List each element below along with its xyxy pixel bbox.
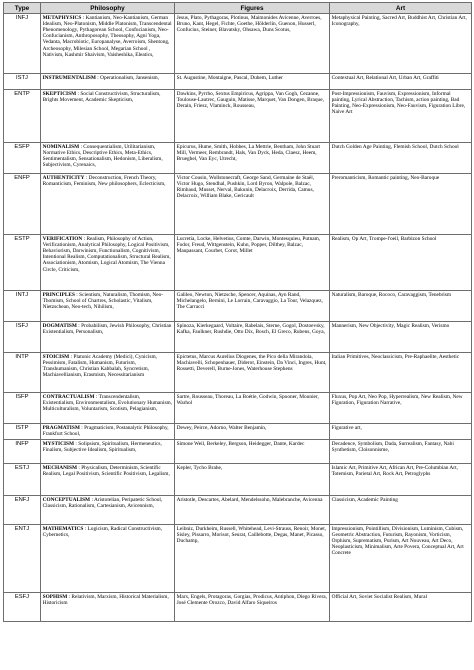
philosophy-cell: MATHEMATICS : Logicism, Radical Constructivism, Cybernetics, (41, 525, 175, 593)
philosophy-schools: Solipsism, Spiritualism, Hermeneutics, Finalism, Subjective Idealism, Spiritualism, (42, 440, 162, 453)
philosophy-cell: PRAGMATISM : Pragmaticism, Postanalytic Philosophy, Frankfurt School, (41, 424, 175, 440)
table-body (4, 14, 472, 622)
table-row (4, 235, 472, 291)
philosophy-schools: Transcendentalism, Existentialism, Environmentalism, Evolutionary Humanism, Multiculturalism, Voluntarism, Scotism, Pelagianism, (42, 393, 173, 412)
header-type: Type (4, 3, 41, 14)
art-cell: Dutch Golden Age Painting, Flemish School, Dutch School (330, 143, 472, 174)
table-row (4, 90, 472, 143)
philosophy-schools: Kantianism, Neo-Kantianism, German Idealism, Neo-Platonism, Middle Platonism, Transcendental Phenomenology, Pythagorean School, Confucianism, Neo-Confucianism, Anthroposophy, Theosophy, Agni Yoga, Vedanta, Macrobiotic, Europanalyse, Averroism, Shentong, Archeosophy, Milesian School, Megarian School , Nativism, Kashmir Shaivism, Vaisheshika, Eleatics, (42, 14, 172, 58)
philosophy-cell: CONTRACTUALISM : Transcendentalism, Existentialism, Environmentalism, Evolutionary Humanism, Multiculturalism, Voluntarism, Scotism, Pelagianism, (41, 393, 175, 424)
table-row (4, 393, 472, 424)
typology-table (3, 2, 472, 622)
type-cell: INFJ (4, 14, 41, 74)
philosophy-cell: PRINCIPLES : Scientism, Naturalism, Thomism, Neo-Thomism, School of Chartres, Scholastic, Vitalism, Nietzschean, Neo-tech, Nihilism, (41, 291, 175, 322)
table-row (4, 14, 472, 74)
figures-cell: Leibniz, Durkheim, Russell, Whitehead, Levi-Strauss, Renoir, Monet, Sisley, Pissarro, Morisot, Seurat, Caillebotte, Degas, Manet, Picasso, Duchamp, (175, 525, 330, 593)
type-cell: ENTP (4, 90, 41, 143)
philosophy-schools: Physicalism, Determinism, Scientific Realism, Legal Positivism, Scientific Positivism, Legalism, (42, 464, 170, 477)
philosophy-schools: Platonic Academy (Medici), Cynicism, Pessimism, Fatalism, Humanism, Futurism, Transhumanism, Christian Kabbalah, Syncretism, Machiavellianism, Erasmism, Necessitarianism (42, 353, 157, 379)
figures-cell: St. Augustine, Montaigne, Pascal, Duhem, Luther (175, 74, 330, 90)
philosophy-name: SKEPTICISM (42, 90, 77, 97)
philosophy-name: METAPHYSICS (42, 14, 82, 21)
table-row (4, 353, 472, 393)
art-cell: Naturalism, Baroque, Rococo, Caravaggism, Tenebrism (330, 291, 472, 322)
table-row (4, 174, 472, 235)
type-cell: ENTJ (4, 525, 41, 593)
philosophy-cell: SKEPTICISM : Social Constructivism, Structuralism, Brights Movement, Academic Skepticism, (41, 90, 175, 143)
type-cell: ISFJ (4, 322, 41, 353)
art-cell: Realism, Op Art, Trompe-l'oeil, Barbizon School (330, 235, 472, 291)
philosophy-schools: Realism, Philosophy of Action, Verificationism, Analytical Philosophy, Logical Positivism, Behaviorism, Darwinism, Functionalism, Cognitivism, Intentional Realism, Computationalism, Structural Realism, Associationism, Atomism, Logical Atomism, The Vienna Circle, Criticism, (42, 235, 171, 273)
philosophy-name: DOGMATISM (42, 322, 77, 329)
philosophy-name: CONCEPTUALISM (42, 496, 91, 503)
philosophy-name: CONTRACTUALISM (42, 393, 95, 400)
table-row (4, 143, 472, 174)
table-row (4, 525, 472, 593)
philosophy-name: MYSTICISM (42, 440, 75, 447)
philosophy-name: PRINCIPLES (42, 291, 75, 298)
table-row (4, 291, 472, 322)
philosophy-schools: Logicism, Radical Constructivism, Cybernetics, (42, 525, 163, 538)
philosophy-cell: CONCEPTUALISM : Aristotelian, Peripatetic School, Classicism, Rationalism, Cartesianism, Avicennism, (41, 496, 175, 525)
header-figures: Figures (175, 3, 330, 14)
philosophy-name: INSTRUMENTALISM (42, 74, 96, 81)
figures-cell: Aristotle, Descartes, Abelard, Mendelssohn, Malebranche, Avicenna (175, 496, 330, 525)
art-cell: Preromanticism, Romantic painting, Neo-Baroque (330, 174, 472, 235)
figures-cell: Lucretia, Locke, Helvetius, Comte, Darwin, Montesquieu, Putnam, Fodor, Freud, Wittgenstein, Kuhn, Popper, Dilthey, Balzac, Maupassant, Courbet, Corot, Millet (175, 235, 330, 291)
philosophy-name: MATHEMATICS (42, 525, 84, 532)
header-art: Art (330, 3, 472, 14)
type-cell: INTP (4, 353, 41, 393)
type-cell: ENFJ (4, 496, 41, 525)
figures-cell: Marx, Engels, Protagoras, Gorgias, Prodicus, Antiphon, Diego Rivera, José Clemente Orozco, David Alfaro Siqueiros (175, 593, 330, 622)
philosophy-schools: Aristotelian, Peripatetic School, Classicism, Rationalism, Cartesianism, Avicennism, (42, 496, 163, 509)
philosophy-schools: Relativism, Marxism, Historical Materialism, Historicism (42, 593, 169, 606)
philosophy-cell: INSTRUMENTALISM : Operationalism, Jansenism, (41, 74, 175, 90)
philosophy-schools: Consequentialism, Utilitarianism, Normative Ethics, Descriptive Ethics, Meta-Ethics, Sentimentalism, Sensationalism, Hedonism, Liberalism, Subjectivism, Cyrenaics, (42, 143, 163, 169)
figures-cell: Sartre, Rousseau, Thoreau, La Boétie, Godwin, Spooner, Mounier, Warhol (175, 393, 330, 424)
art-cell: Impressionism, Pointillism, Divisionism, Luminism, Cubism, Geometric Abstraction, Futurism, Rayonism, Vorticism, Orphism, Suprematism, Purism, Art Nouveau, Art Deco, Neoplasticism, Minimalism, Arte Povera, Conceptual Art, Art Concrete (330, 525, 472, 593)
philosophy-name: MECHANISM (42, 464, 78, 471)
type-cell: ESFJ (4, 593, 41, 622)
philosophy-cell: SOPHISM : Relativism, Marxism, Historical Materialism, Historicism (41, 593, 175, 622)
philosophy-schools: Pragmaticism, Postanalytic Philosophy, Frankfurt School, (42, 424, 169, 437)
philosophy-cell: VERIFICATION : Realism, Philosophy of Action, Verificationism, Analytical Philosophy, Logical Positivism, Behaviorism, Darwinism, Functionalism, Cognitivism, Intentional Realism, Computationalism, Structural Realism, Associationism, Atomism, Logical Atomism, The Vienna Circle, Criticism, (41, 235, 175, 291)
philosophy-schools: Operationalism, Jansenism, (100, 74, 160, 81)
art-cell: Post-Impressionism, Fauvism, Expressionism, Informal painting, Lyrical Abstraction, Tachism, action painting, Bad Painting, Neo-Expressionism, Neo-Fauvism, Figuration Libre, Naive Art (330, 90, 472, 143)
type-cell: INFP (4, 440, 41, 464)
art-cell: Official Art, Soviet Socialist Realism, Mural (330, 593, 472, 622)
type-cell: ISTJ (4, 74, 41, 90)
philosophy-cell: DOGMATISM : Probabilism, Jewish Philosophy, Christian Existentialism, Personalism, (41, 322, 175, 353)
philosophy-name: PRAGMATISM (42, 424, 80, 431)
figures-cell: Spinoza, Kierkegaard, Voltaire, Rabelais, Sterne, Gogol, Dostoevsky, Kafka, Faulkner, Rushdie, Otto Dix, Bosch, El Greco, Rubens, Goya, (175, 322, 330, 353)
figures-cell: Epictetus, Marcus Aurelius Diogenes, the Pico della Mirandola, Machiavelli, Schopenhauer, Diderot, Einstein, Da Vinci, Ingres, Hunt, Rossetti, Deverell, Burne-Jones, Waterhouse Stephens (175, 353, 330, 393)
table-row (4, 593, 472, 622)
art-cell: Classicism, Academic Painting (330, 496, 472, 525)
philosophy-cell: METAPHYSICS : Kantianism, Neo-Kantianism, German Idealism, Neo-Platonism, Middle Platonism, Transcendental Phenomenology, Pythagorean School, Confucianism, Neo-Confucianism, Anthroposophy, Theosophy, Agni Yoga, Vedanta, Macrobiotic, Europanalyse, Averroism, Shentong, Archeosophy, Milesian School, Megarian School , Nativism, Kashmir Shaivism, Vaisheshika, Eleatics, (41, 14, 175, 74)
philosophy-cell: MECHANISM : Physicalism, Determinism, Scientific Realism, Legal Positivism, Scientific Positivism, Legalism, (41, 464, 175, 496)
figures-cell: Kepler, Tycho Brahe, (175, 464, 330, 496)
type-cell: ENFP (4, 174, 41, 235)
philosophy-name: VERIFICATION (42, 235, 83, 242)
header-row (4, 3, 472, 14)
philosophy-schools: Social Constructivism, Structuralism, Brights Movement, Academic Skepticism, (42, 90, 161, 103)
table-header (4, 3, 472, 14)
art-cell: Islamic Art, Primitive Art, African Art, Pre-Columbian Art, Totemism, Parietal Art, Rock Art, Petroglyphs (330, 464, 472, 496)
table-row (4, 322, 472, 353)
philosophy-name: SOPHISM (42, 593, 68, 600)
art-cell: Contextual Art, Relational Art, Urban Art, Graffiti (330, 74, 472, 90)
philosophy-schools: Probabilism, Jewish Philosophy, Christian Existentialism, Personalism, (42, 322, 172, 335)
type-cell: ESTJ (4, 464, 41, 496)
philosophy-schools: Deconstruction, French Theory, Romanticism, Feminism, New philosophers, Eclecticism, (42, 174, 166, 187)
header-philosophy: Philosophy (41, 3, 175, 14)
art-cell: Fluxus, Pop Art, Neo Pop, Hyperrealism, New Realism, New Figuration, Figuration Narrative, (330, 393, 472, 424)
philosophy-cell: NOMINALISM : Consequentialism, Utilitarianism, Normative Ethics, Descriptive Ethics, Meta-Ethics, Sentimentalism, Sensationalism, Hedonism, Liberalism, Subjectivism, Cyrenaics, (41, 143, 175, 174)
philosophy-schools: Scientism, Naturalism, Thomism, Neo-Thomism, School of Chartres, Scholastic, Vitalism, Nietzschean, Neo-tech, Nihilism, (42, 291, 164, 310)
table-row (4, 464, 472, 496)
type-cell: INTJ (4, 291, 41, 322)
philosophy-cell: MYSTICISM : Solipsism, Spiritualism, Hermeneutics, Finalism, Subjective Idealism, Spiritualism, (41, 440, 175, 464)
art-cell: Italian Primitives, Neoclassicism, Pre-Raphaelite, Aesthetic (330, 353, 472, 393)
figures-cell: Victor Cousin, Wollstonecraft, George Sand, Germaine de Staël, Victor Hugo, Stendhal, Pushkin, Lord Byron, Walpole, Balzac, Rimbaud, Musset, Nerval, Bakunin, Delacroix, Derrida, Camus, Delacroix, William Blake, Gericault (175, 174, 330, 235)
figures-cell: Dawkins, Pyrrho, Sextus Empiricus, Agrippa, Van Gogh, Cezanne, Toulouse-Lautrec, Gauguin, Matisse, Marquet, Van Dongen, Braque, Derain, Friesz, Vlaminck, Rousseau, (175, 90, 330, 143)
figures-cell: Simone Weil, Berkeley, Bergson, Heidegger, Dante, Kardec (175, 440, 330, 464)
figures-cell: Epicurus, Hume, Smith, Hobbes, La Mettrie, Bentham, John Stuart Mill, Vermeer, Rembrandt, Hals, Van Dyck, Heda, Claesz, Heem, Brueghel, Van Eyc, Utrecht, (175, 143, 330, 174)
type-cell: ESTP (4, 235, 41, 291)
table-row (4, 424, 472, 440)
philosophy-cell: AUTHENTICITY : Deconstruction, French Theory, Romanticism, Feminism, New philosophers, Eclecticism, (41, 174, 175, 235)
philosophy-name: AUTHENTICITY (42, 174, 85, 181)
art-cell: Mannerism, New Objectivity, Magic Realism, Verismo (330, 322, 472, 353)
figures-cell: Galileo, Newton, Nietzsche, Spencer, Aquinas, Ayn Rand, Michelangelo, Bernini, Le Lorrain, Caravaggio, La Tour, Velazquez, The Carracci (175, 291, 330, 322)
type-cell: ESFP (4, 143, 41, 174)
philosophy-cell: STOICISM : Platonic Academy (Medici), Cynicism, Pessimism, Fatalism, Humanism, Futurism, Transhumanism, Christian Kabbalah, Syncretism, Machiavellianism, Erasmism, Necessitarianism (41, 353, 175, 393)
figures-cell: Dewey, Peirce, Adorno, Walter Benjamin, (175, 424, 330, 440)
art-cell: Figurative art, (330, 424, 472, 440)
table-row (4, 496, 472, 525)
philosophy-name: NOMINALISM (42, 143, 80, 150)
philosophy-name: STOICISM (42, 353, 70, 360)
table-row (4, 440, 472, 464)
art-cell: Decadence, Symbolism, Dada, Surrealism, Fantasy, Nabi Synthetism, Cloisonnisme, (330, 440, 472, 464)
figures-cell: Jesus, Plato, Pythagoras, Plotinus, Maimonides Avicenne, Averroes, Bruno, Kant, Hegel, Fichte, Goethe, Hölderlin, Guenon, Husserl, Confucius, Steiner, Blavatsky, Ohsawa, Duns Scotus, (175, 14, 330, 74)
table-row (4, 74, 472, 90)
art-cell: Metaphysical Painting, Sacred Art, Buddhist Art, Christian Art, Iconography, (330, 14, 472, 74)
type-cell: ISTP (4, 424, 41, 440)
type-cell: ISFP (4, 393, 41, 424)
